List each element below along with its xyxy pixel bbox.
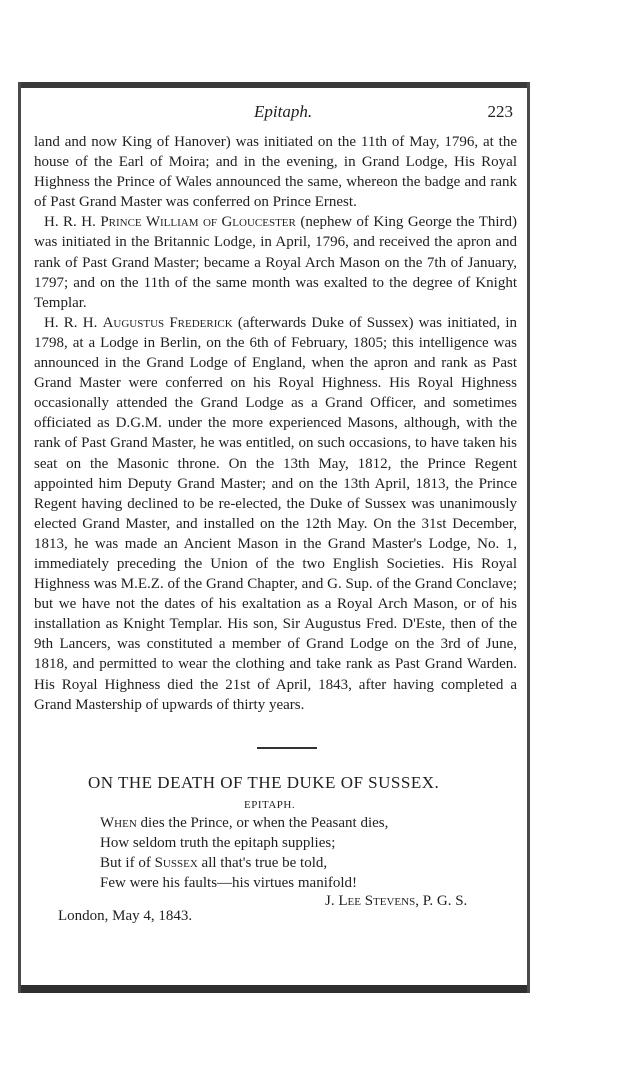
page-header (34, 98, 517, 132)
paragraph-2-lead: H. R. H. (44, 214, 101, 231)
verse-line-1 (100, 813, 517, 833)
paragraph-3-lead: H. R. H. (44, 314, 103, 331)
signature-name: Lee Stevens (338, 892, 416, 909)
page-number: 223 (487, 102, 513, 121)
paragraph-2-name: Prince William of Gloucester (100, 214, 296, 231)
verse-line-2-text: How seldom truth the epitaph supplies; (100, 834, 336, 851)
verse-line-1-text: dies the Prince, or when the Peasant dies, (136, 814, 389, 831)
page-border-right (527, 82, 530, 993)
page-border-left (18, 82, 21, 993)
book-page (34, 98, 517, 925)
paragraph-3 (34, 313, 517, 715)
poem-dateline: London, May 4, 1843. (58, 907, 193, 924)
body-text (34, 132, 517, 715)
running-title: Epitaph. (254, 102, 313, 121)
section-divider (257, 747, 317, 749)
signature-initial: J. (325, 892, 339, 909)
verse-line-3-sc: Sussex (154, 854, 198, 871)
verse-line-1-lead: When (100, 814, 137, 831)
paragraph-3-text: (afterwards Duke of Sussex) was initiated, in 1798, at a Lodge in Berlin, on the 6th of February, 1805; this intelligence was announced in the Grand Lodge of England, when the apron and rank as Past Grand Master were conferred on his Royal Highness. His Royal Highness occasionally attended the Grand Lodge as a Grand Officer, and sometimes officiated as D.G.M. under the more experienced Masons, although, with the rank of Past Grand Master, he was entitled, on such occasions, to have taken his seat on the Masonic throne. On the 13th May, 1812, the Prince Regent appointed him Deputy Grand Master; and on the 13th April, 1813, the Prince Regent having declined to be re-elected, the Duke of Sussex was unanimously elected Grand Master, and installed on the 12th May. On the 31st December, 1813, he was made an Ancient Mason in the Grand Master's Lodge, No. 1, immediately preceding the Union of the two English Societies. His Royal Highness was M.E.Z. of the Grand Chapter, and G. Sup. of the Grand Conclave; but we have not the dates of his exaltation as a Royal Arch Mason, or of his installation as Knight Templar. His son, Sir Augustus Fred. D'Este, then of the 9th Lancers, was constituted a member of Grand Lodge on the 3rd of June, 1818, and permitted to wear the clothing and take rank as Past Grand Warden. His Royal Highness died the 21st of April, 1843, after having completed a Grand Mastership of upwards of thirty years. (34, 314, 518, 713)
verse-line-2 (100, 833, 517, 853)
paragraph-1-text: land and now King of Hanover) was initiated on the 11th of May, 1796, at the house of the Earl of Moira; and in the evening, in Grand Lodge, His Royal Highness the Prince of Wales announced the same, whereon the badge and rank of Past Grand Master was conferred on Prince Ernest. (34, 134, 517, 211)
poem-subtitle: EPITAPH. (244, 798, 296, 811)
verse-line-3 (100, 853, 517, 873)
verse-line-3-pre: But if of (100, 854, 155, 871)
paragraph-1 (34, 132, 517, 212)
page-border-bottom (18, 985, 530, 993)
verse-line-3-post: all that's true be told, (197, 854, 328, 871)
paragraph-2-text: (nephew of King George the Third) was initiated in the Britannic Lodge, in April, 1796, and received the apron and rank of Past Grand Master; became a Royal Arch Mason on the 7th of January, 1797; and on the 11th of the same month was exalted to the degree of Knight Templar. (34, 214, 518, 311)
paragraph-3-name: Augustus Frederick (102, 314, 233, 331)
page-border-top (18, 82, 530, 88)
paragraph-2 (34, 212, 517, 312)
verse-line-4 (100, 873, 517, 893)
signature-suffix: , P. G. S. (415, 892, 468, 909)
poem-verse (100, 813, 517, 893)
verse-line-4-text: Few were his faults—his virtues manifold! (100, 874, 358, 891)
poem-title: ON THE DEATH OF THE DUKE OF SUSSEX. (88, 772, 440, 792)
